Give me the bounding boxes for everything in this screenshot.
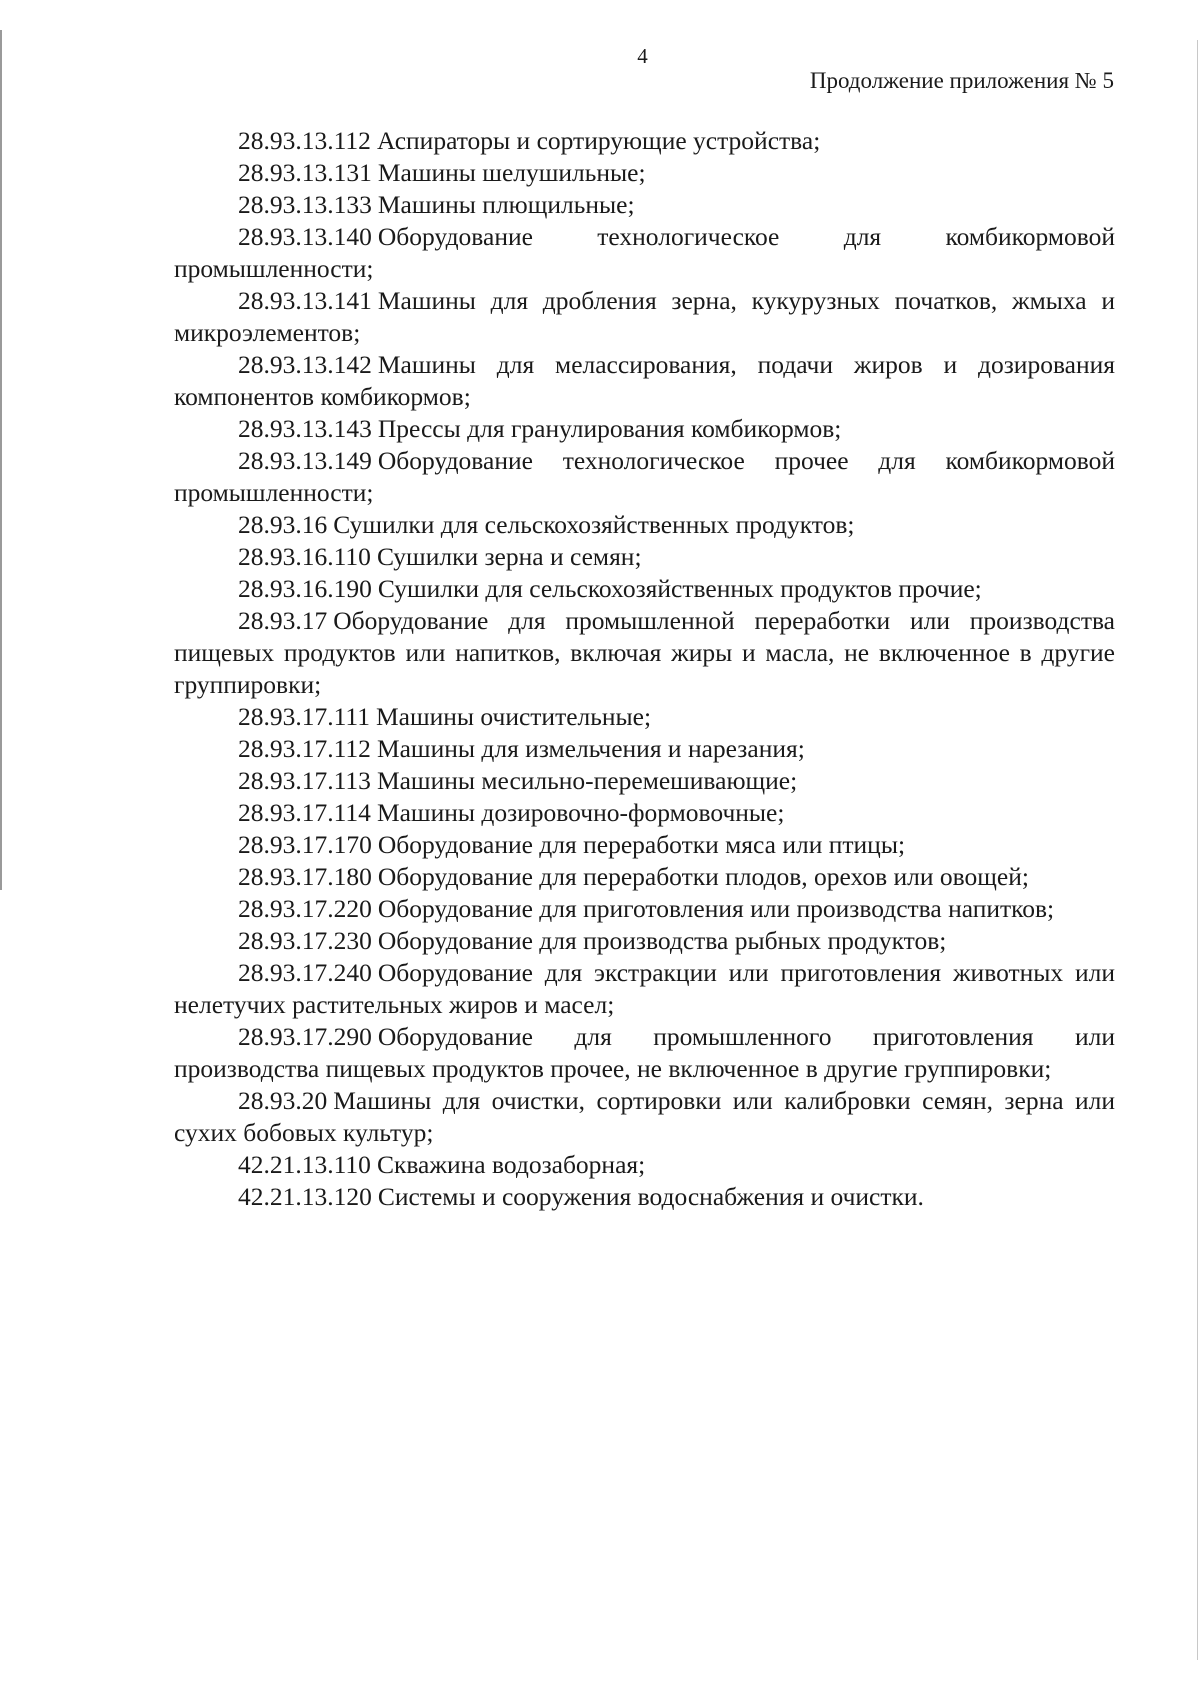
entry-code: 28.93.17.290 xyxy=(238,1022,372,1051)
entry-text: Оборудование технологическое прочее для комбикормовой промышленности; xyxy=(174,446,1115,507)
entry-code: 28.93.16 xyxy=(238,510,328,539)
entry-text: Оборудование для экстракции или приготовления животных или нелетучих растительных жиров и масел; xyxy=(174,958,1115,1019)
list-item xyxy=(174,733,1115,765)
entry-code: 28.93.13.140 xyxy=(238,222,372,251)
entry-text: Машины для дробления зерна, кукурузных початков, жмыха и микроэлементов; xyxy=(174,286,1115,347)
list-item xyxy=(174,125,1115,157)
entry-code: 42.21.13.110 xyxy=(238,1150,371,1179)
list-item xyxy=(174,1181,1115,1213)
entry-text: Оборудование технологическое для комбикормовой промышленности; xyxy=(174,222,1115,283)
entry-code: 28.93.13.143 xyxy=(238,414,372,443)
list-item xyxy=(174,957,1115,1021)
list-item xyxy=(174,221,1115,285)
page-number: 4 xyxy=(637,44,648,68)
entry-text: Машины для измельчения и нарезания; xyxy=(376,734,805,763)
entry-text: Аспираторы и сортирующие устройства; xyxy=(376,126,821,155)
list-item xyxy=(174,189,1115,221)
entry-text: Сушилки для сельскохозяйственных продуктов; xyxy=(333,510,855,539)
list-item xyxy=(174,797,1115,829)
list-item xyxy=(174,893,1115,925)
list-item xyxy=(174,765,1115,797)
entry-code: 28.93.13.149 xyxy=(238,446,372,475)
entry-code: 28.93.20 xyxy=(238,1086,328,1115)
entry-code: 28.93.17.180 xyxy=(238,862,372,891)
entry-text: Оборудование для переработки плодов, орехов или овощей; xyxy=(377,862,1029,891)
entry-text: Прессы для гранулирования комбикормов; xyxy=(377,414,842,443)
list-item xyxy=(174,157,1115,189)
entry-code: 28.93.13.141 xyxy=(238,286,372,315)
list-item xyxy=(174,701,1115,733)
entry-text: Машины шелушильные; xyxy=(377,158,646,187)
entry-text: Сушилки зерна и семян; xyxy=(376,542,642,571)
entry-code: 28.93.17.111 xyxy=(238,702,370,731)
entry-text: Оборудование для приготовления или производства напитков; xyxy=(377,894,1055,923)
entry-code: 28.93.17.240 xyxy=(238,958,372,987)
entry-code: 28.93.17.113 xyxy=(238,766,371,795)
list-item xyxy=(174,509,1115,541)
entry-text: Сушилки для сельскохозяйственных продуктов прочие; xyxy=(377,574,982,603)
list-item xyxy=(174,1021,1115,1085)
entry-code: 28.93.17.220 xyxy=(238,894,372,923)
list-item xyxy=(174,573,1115,605)
list-item xyxy=(174,1085,1115,1149)
list-item xyxy=(174,1149,1115,1181)
entry-text: Скважина водозаборная; xyxy=(376,1150,646,1179)
entry-code: 28.93.17.230 xyxy=(238,926,372,955)
entry-text: Машины для мелассирования, подачи жиров и дозирования компонентов комбикормов; xyxy=(174,350,1115,411)
entry-code: 28.93.17 xyxy=(238,606,328,635)
entry-text: Оборудование для переработки мяса или птицы; xyxy=(377,830,906,859)
list-item xyxy=(174,285,1115,349)
list-item xyxy=(174,541,1115,573)
entry-code: 28.93.17.112 xyxy=(238,734,371,763)
list-item xyxy=(174,413,1115,445)
entry-text: Машины месильно-перемешивающие; xyxy=(376,766,798,795)
entry-code: 28.93.17.114 xyxy=(238,798,371,827)
entry-code: 28.93.16.190 xyxy=(238,574,372,603)
list-item xyxy=(174,605,1115,701)
document-body xyxy=(174,125,1115,1213)
entry-text: Оборудование для промышленного приготовления или производства пищевых продуктов прочее, не включенное в другие группировки; xyxy=(174,1022,1115,1083)
entry-code: 28.93.13.112 xyxy=(238,126,371,155)
entry-text: Оборудование для производства рыбных продуктов; xyxy=(377,926,947,955)
entry-code: 28.93.17.170 xyxy=(238,830,372,859)
entry-code: 42.21.13.120 xyxy=(238,1182,372,1211)
entry-text: Системы и сооружения водоснабжения и очистки. xyxy=(377,1182,924,1211)
entry-code: 28.93.13.142 xyxy=(238,350,372,379)
appendix-continuation-header: Продолжение приложения № 5 xyxy=(809,68,1114,93)
entry-code: 28.93.13.131 xyxy=(238,158,372,187)
list-item xyxy=(174,349,1115,413)
list-item xyxy=(174,861,1115,893)
entry-text: Машины дозировочно-формовочные; xyxy=(376,798,785,827)
list-item xyxy=(174,445,1115,509)
scan-edge-right xyxy=(1197,40,1198,1660)
entry-text: Машины очистительные; xyxy=(375,702,652,731)
entry-text: Оборудование для промышленной переработки или производства пищевых продуктов или напитков, включая жиры и масла, не включенное в другие группировки; xyxy=(174,606,1115,699)
list-item xyxy=(174,829,1115,861)
entry-text: Машины для очистки, сортировки или калибровки семян, зерна или сухих бобовых культур; xyxy=(174,1086,1115,1147)
list-item xyxy=(174,925,1115,957)
entry-code: 28.93.13.133 xyxy=(238,190,372,219)
entry-code: 28.93.16.110 xyxy=(238,542,371,571)
entry-text: Машины плющильные; xyxy=(377,190,635,219)
scan-edge-left xyxy=(0,30,2,890)
